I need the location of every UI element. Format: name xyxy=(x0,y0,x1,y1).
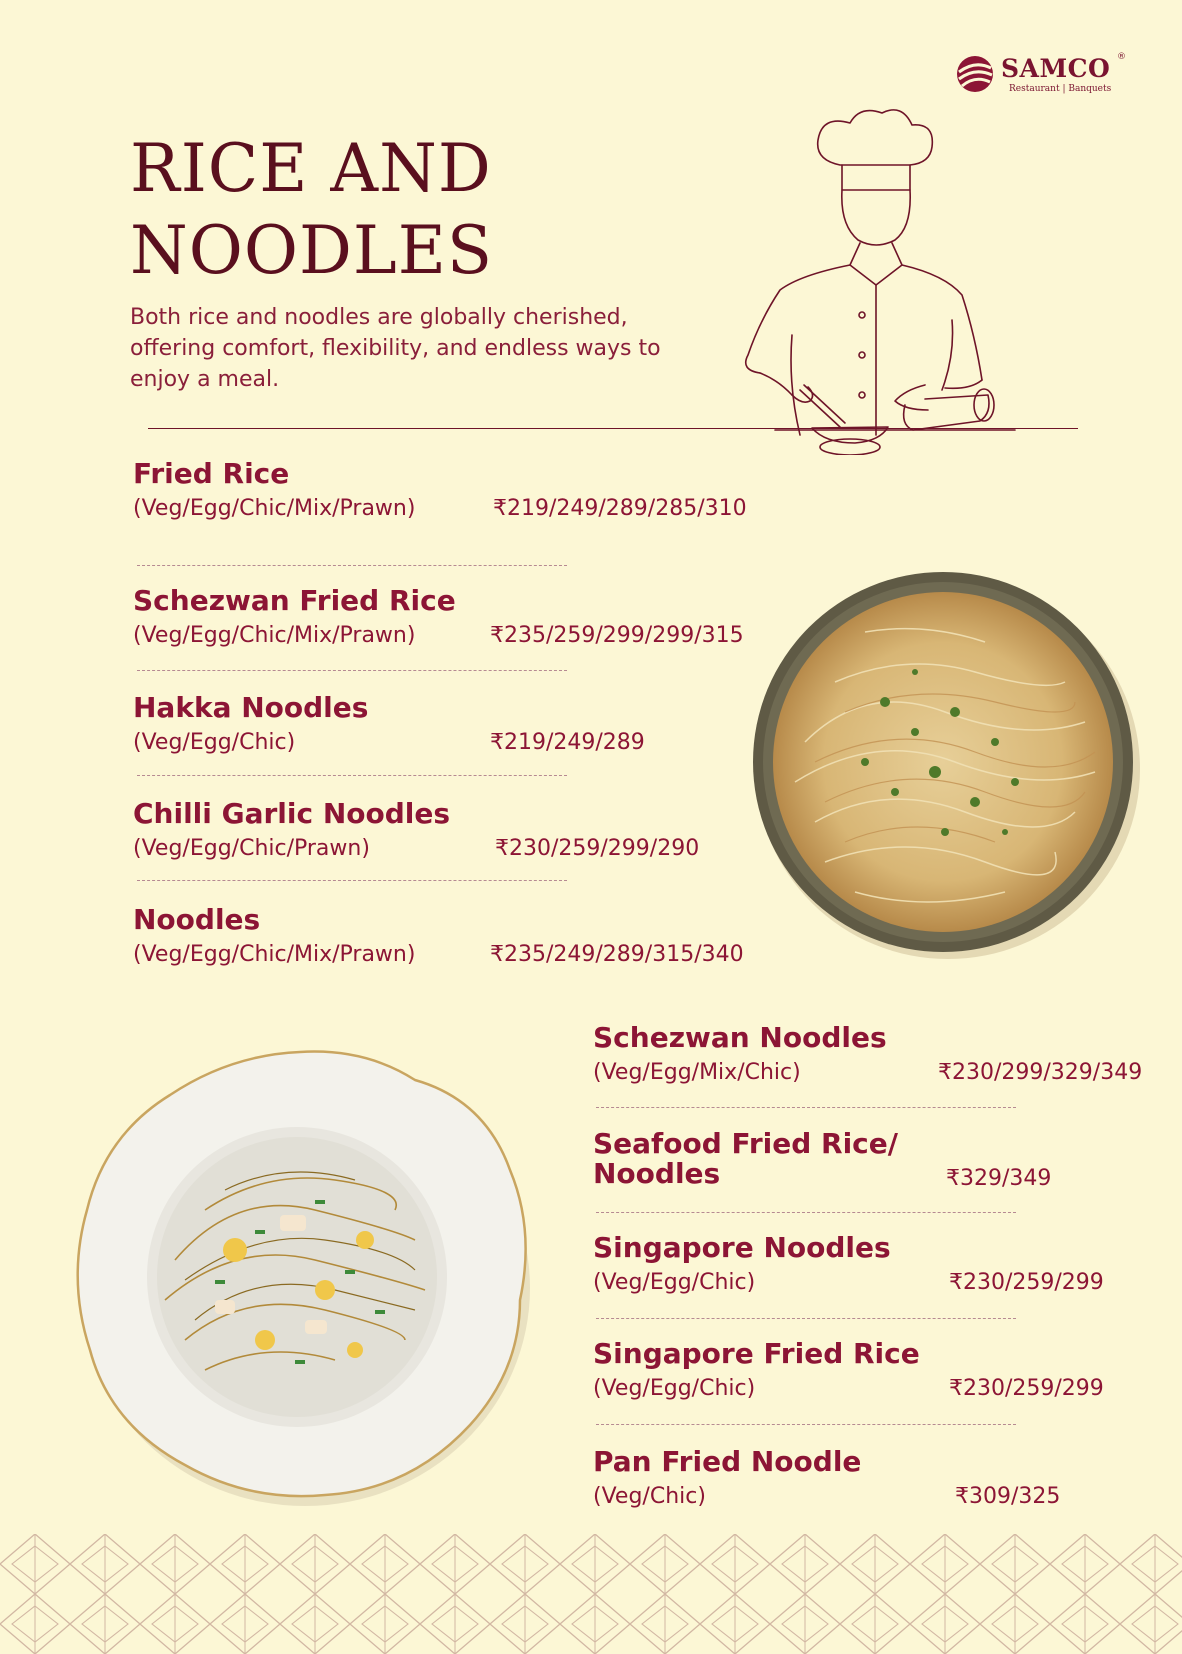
menu-item-name: Fried Rice xyxy=(133,457,290,490)
item-divider xyxy=(596,1107,1016,1108)
noodle-plate-image xyxy=(65,1040,535,1510)
menu-item-price: ₹230/259/299/290 xyxy=(495,836,700,861)
menu-item-price: ₹230/299/329/349 xyxy=(938,1060,1143,1085)
registered-mark: ® xyxy=(1117,52,1126,62)
item-divider xyxy=(596,1424,1016,1425)
menu-item-name: Singapore Noodles xyxy=(593,1231,891,1264)
item-divider xyxy=(596,1318,1016,1319)
menu-item-price: ₹329/349 xyxy=(946,1166,1052,1191)
noodle-bowl-image xyxy=(745,562,1145,962)
menu-item-name: Chilli Garlic Noodles xyxy=(133,797,451,830)
menu-item-variant: (Veg/Egg/Chic) xyxy=(593,1270,756,1295)
chef-icon xyxy=(730,105,1070,455)
menu-item-price: ₹219/249/289 xyxy=(490,730,645,755)
menu-item-price: ₹230/259/299 xyxy=(949,1270,1104,1295)
brand-name: SAMCO xyxy=(1001,54,1111,83)
menu-item-name: Singapore Fried Rice xyxy=(593,1337,920,1370)
menu-item-name: Schezwan Fried Rice xyxy=(133,584,456,617)
menu-item-variant: (Veg/Egg/Chic/Mix/Prawn) xyxy=(133,942,416,967)
menu-item-name-line-2: Noodles xyxy=(593,1157,721,1190)
menu-item-name: Hakka Noodles xyxy=(133,691,369,724)
item-divider xyxy=(137,670,567,671)
page-title-line-1: RICE AND xyxy=(130,130,492,207)
page-title-line-2: NOODLES xyxy=(130,212,494,289)
item-divider xyxy=(596,1212,1016,1213)
item-divider xyxy=(137,880,567,881)
menu-item-variant: (Veg/Egg/Chic/Prawn) xyxy=(133,836,370,861)
menu-item-variant: (Veg/Egg/Chic/Mix/Prawn) xyxy=(133,623,416,648)
menu-item-price: ₹235/249/289/315/340 xyxy=(490,942,744,967)
menu-item-variant: (Veg/Egg/Mix/Chic) xyxy=(593,1060,801,1085)
brand-logo xyxy=(955,52,1130,102)
item-divider xyxy=(137,565,567,566)
menu-item-price: ₹309/325 xyxy=(955,1484,1061,1509)
brand-tagline: Restaurant | Banquets xyxy=(1009,84,1112,94)
page-title xyxy=(130,128,690,292)
menu-item-variant: (Veg/Chic) xyxy=(593,1484,706,1509)
item-divider xyxy=(137,775,567,776)
menu-item-price: ₹235/259/299/299/315 xyxy=(490,623,744,648)
menu-item-variant: (Veg/Egg/Chic) xyxy=(133,730,296,755)
decorative-pattern xyxy=(0,1534,1182,1654)
logo-mark-icon xyxy=(955,54,995,94)
menu-item-name: Seafood Fried Rice/ xyxy=(593,1127,898,1160)
menu-item-price: ₹230/259/299 xyxy=(949,1376,1104,1401)
menu-item-name: Pan Fried Noodle xyxy=(593,1445,862,1478)
menu-item-price: ₹219/249/289/285/310 xyxy=(493,496,747,521)
menu-item-name: Noodles xyxy=(133,903,261,936)
header-divider xyxy=(148,428,1078,429)
menu-item-variant: (Veg/Egg/Chic/Mix/Prawn) xyxy=(133,496,416,521)
menu-item-name: Schezwan Noodles xyxy=(593,1021,887,1054)
intro-text: Both rice and noodles are globally cherished, offering comfort, flexibility, and endless ways to enjoy a meal. xyxy=(130,305,661,392)
menu-item-variant: (Veg/Egg/Chic) xyxy=(593,1376,756,1401)
